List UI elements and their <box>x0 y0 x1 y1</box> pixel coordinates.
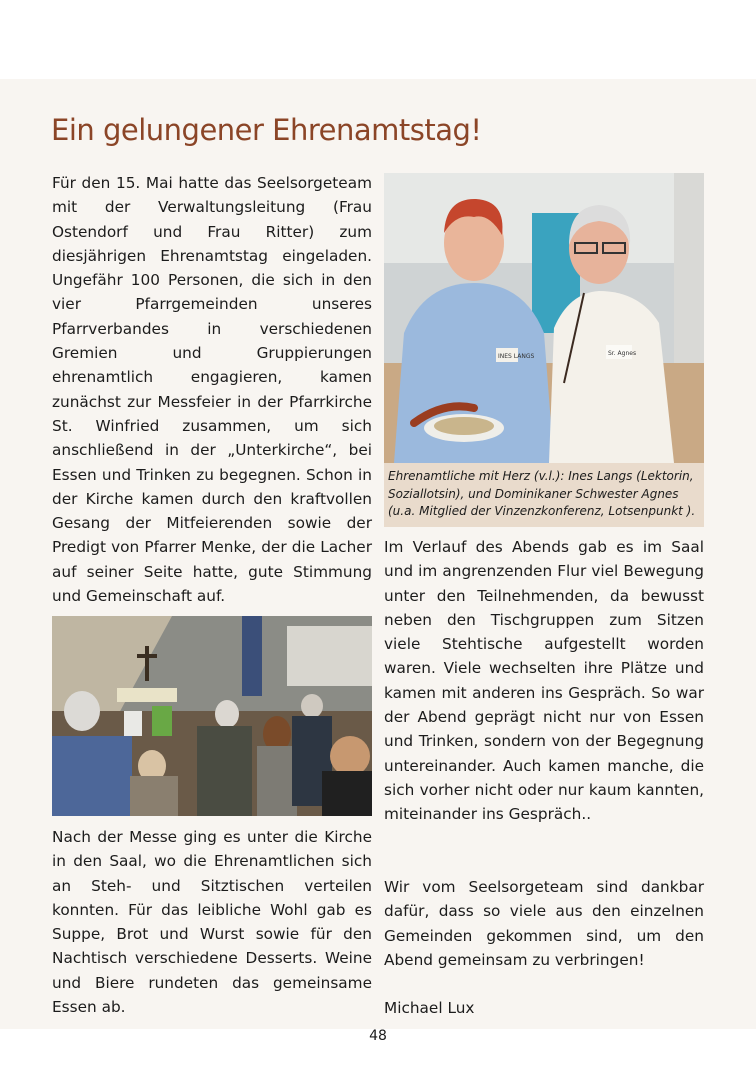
name-badge-left: INES LANGS <box>498 353 535 360</box>
article-title: Ein gelungener Ehrenamtstag! <box>51 113 482 147</box>
paragraph-evening: Im Verlauf des Abends gab es im Saal und im angrenzenden Flur viel Bewegung unter den Teilnehmenden, da bewusst neben den Tischgruppen zum Sitzen viele Stehtische aufgestellt worden waren. Viele wechselten ihre Plätze und kamen mit anderen ins Gespräch. So war der Abend geprägt nicht nur von Essen und Trinken, sondern von der Begegnung untereinander. Auch kamen manche, die sich vorher nicht oder nur kaum kannten, miteinander ins Gespräch.. <box>384 538 704 824</box>
photo-volunteers <box>384 173 704 463</box>
paragraph-thanks: Wir vom Seelsorgeteam sind dankbar dafür, dass so viele aus den einzelnen Gemeinden gekommen sind, um den Abend gemeinsam zu verbringen! <box>384 878 704 969</box>
paragraph-after-mass: Nach der Messe ging es unter die Kirche in den Saal, wo die Ehrenamtlichen sich an Steh- und Sitztischen verteilen konnten. Für das leibliche Wohl gab es Suppe, Brot und Wurst sowie für den Nachtisch verschiedene Desserts. Weine und Biere rundeten das gemeinsame Essen ab. <box>52 828 372 1017</box>
article-column-left-bottom <box>52 825 372 1019</box>
article-column-left-top <box>52 171 372 608</box>
article-author <box>384 996 704 1020</box>
page-number: 48 <box>369 1028 387 1044</box>
photo-caption: Ehrenamtliche mit Herz (v.l.): Ines Langs (Lektorin, Soziallotsin), und Dominikaner Schwester Agnes (u.a. Mitglied der Vinzenzkonferenz, Lotsenpunkt ). <box>384 463 704 527</box>
name-badge-right: Sr. Agnes <box>608 350 637 357</box>
author-name: Michael Lux <box>384 999 475 1017</box>
paragraph-intro: Für den 15. Mai hatte das Seelsorgeteam mit der Verwaltungsleitung (Frau Ostendorf und Frau Ritter) zum diesjährigen Ehrenamtstag eingeladen. Ungefähr 100 Personen, die sich in den vier Pfarrgemeinden unseres Pfarrverbandes in verschiedenen Gremien und Gruppierungen ehrenamtlich engagieren, kamen zunächst zur Messfeier in der Pfarrkirche St. Winfried zusammen, um sich anschließend in der „Unterkirche“, bei Essen und Trinken zu begegnen. Schon in der Kirche kamen durch den kraftvollen Gesang der Mitfeierenden sowie der Predigt von Pfarrer Menke, der die Lacher auf seiner Seite hatte, gute Stimmung und Gemeinschaft auf. <box>52 174 372 606</box>
article-column-right-bottom <box>384 875 704 972</box>
photo-church-mass <box>52 616 372 816</box>
article-column-right-top <box>384 535 704 827</box>
